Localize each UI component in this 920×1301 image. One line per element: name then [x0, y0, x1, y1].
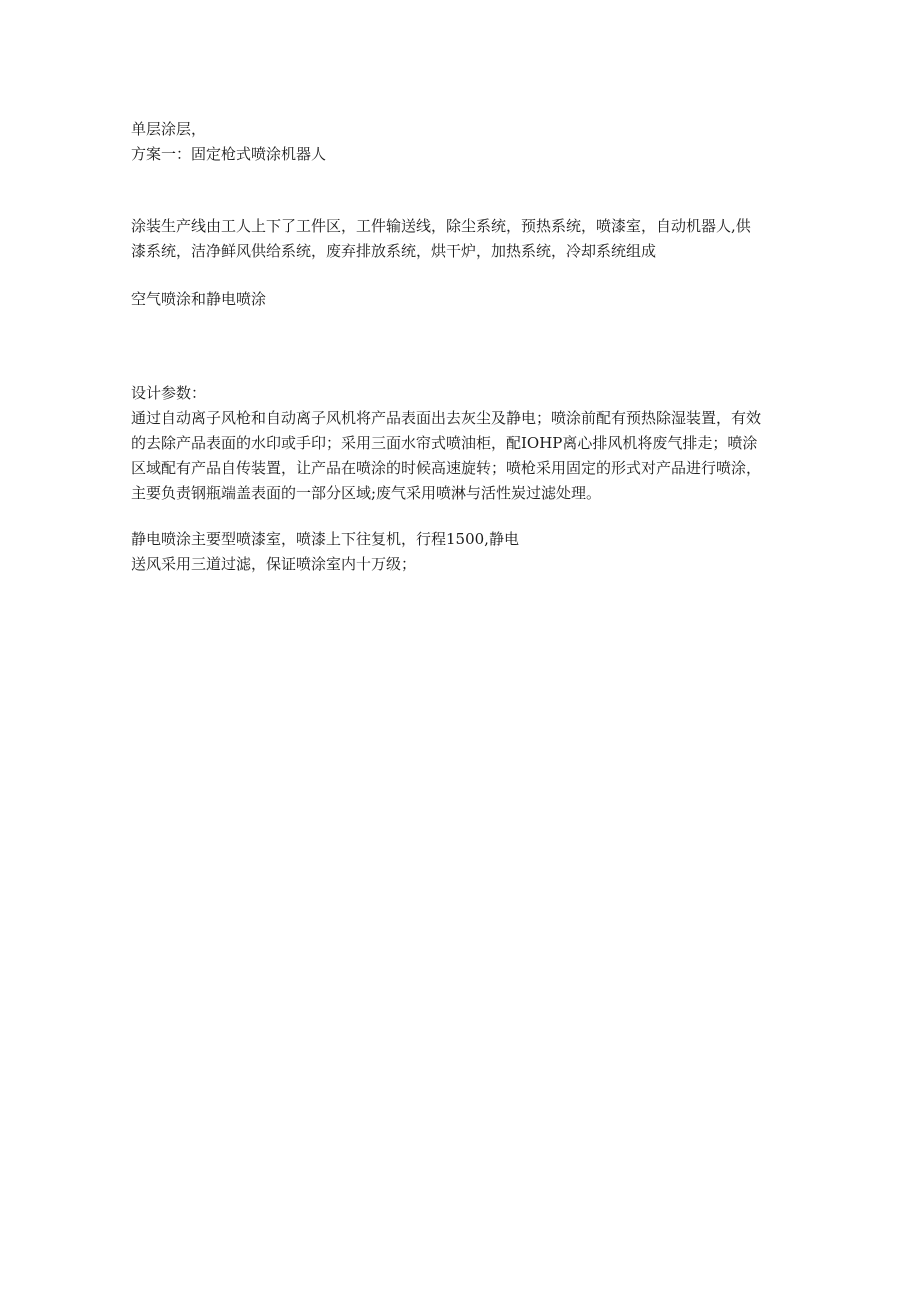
- composition-line-2: 漆系统，洁净鲜风供给系统，废弃排放系统，烘干炉，加热系统，冷却系统组成: [131, 242, 657, 260]
- intro-section: [131, 117, 791, 167]
- design-parameters-line-1: 通过自动离子风枪和自动离子风机将产品表面出去灰尘及静电；喷涂前配有预热除湿装置，有效: [131, 409, 762, 427]
- design-parameters-line-4: 主要负责钢瓶端盖表面的一部分区域;废气采用喷淋与活性炭过滤处理。: [131, 484, 602, 502]
- electrostatic-line-2: 送风采用三道过滤，保证喷涂室内十万级；: [131, 555, 417, 573]
- composition-line-1: 涂装生产线由工人上下了工件区，工件输送线，除尘系统，预热系统，喷漆室，自动机器人,供: [131, 217, 751, 235]
- electrostatic-line-1: 静电喷涂主要型喷漆室，喷漆上下往复机，行程1500,静电: [131, 530, 519, 548]
- design-parameters-section: [131, 381, 791, 506]
- coating-type-line: 单层涂层，: [131, 120, 207, 138]
- design-parameters-line-2: 的去除产品表面的水印或手印；采用三面水帘式喷油柜，配IOHP离心排风机将废气排走；喷涂: [131, 434, 758, 452]
- electrostatic-spray-section: [131, 527, 791, 577]
- composition-paragraph: [131, 214, 791, 264]
- spray-methods-section: [131, 287, 791, 312]
- design-parameters-heading: 设计参数：: [131, 384, 207, 402]
- scheme-title-line: 方案一：固定枪式喷涂机器人: [131, 145, 327, 163]
- design-parameters-line-3: 区域配有产品自传装置，让产品在喷涂的时候高速旋转；喷枪采用固定的形式对产品进行喷涂，: [131, 459, 762, 477]
- spray-methods-line: 空气喷涂和静电喷涂: [131, 290, 267, 308]
